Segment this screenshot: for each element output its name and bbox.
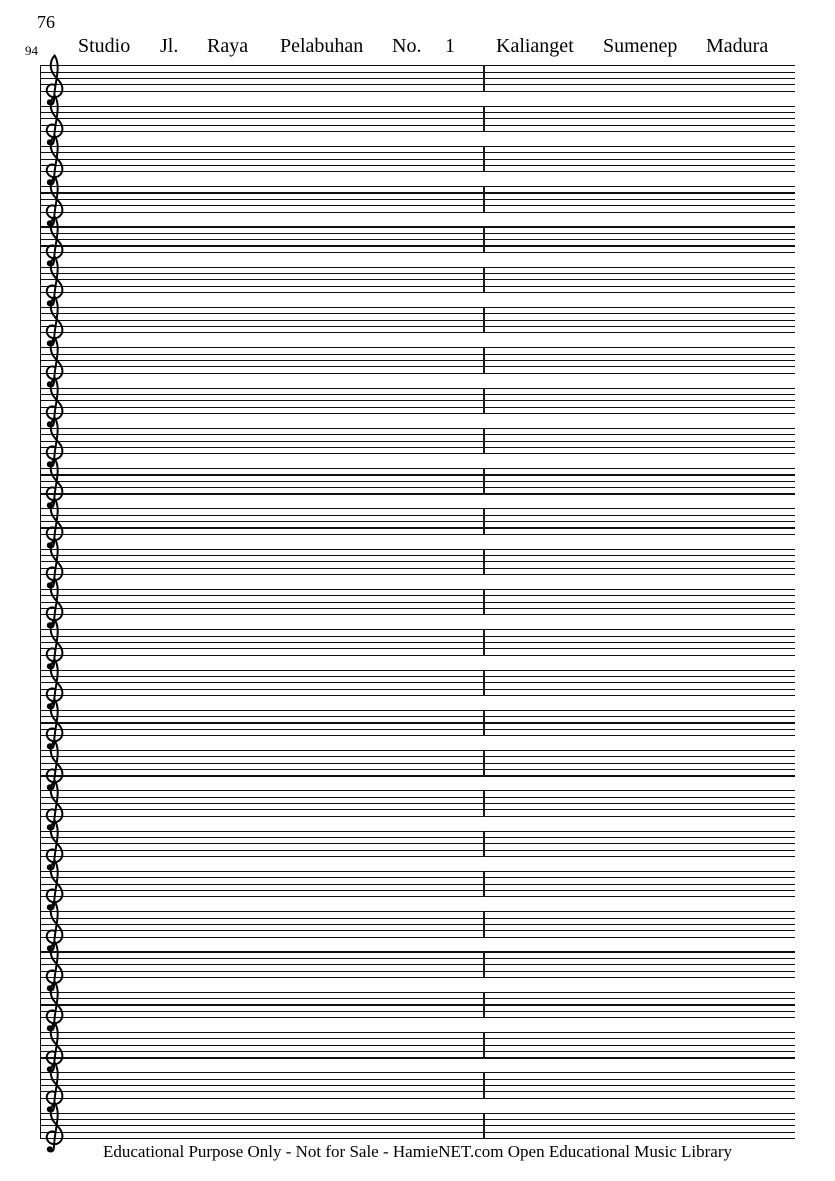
staff-line <box>40 568 795 569</box>
staff-line <box>40 233 795 234</box>
staff-line <box>40 1072 795 1073</box>
staff-system <box>40 508 795 534</box>
staff-line <box>40 279 795 280</box>
staff-line <box>40 896 795 897</box>
staff-line <box>40 682 795 683</box>
staff-line <box>40 326 795 327</box>
staff-line <box>40 292 795 293</box>
measure-number: 94 <box>25 43 38 58</box>
staff-line <box>40 729 795 730</box>
staff-line <box>40 769 795 770</box>
staff-line <box>40 655 795 656</box>
staff-system <box>40 267 795 293</box>
staff-line <box>40 515 795 516</box>
staff-line <box>40 689 795 690</box>
staff-line <box>40 648 795 649</box>
staff-line <box>40 710 795 711</box>
staff-line <box>40 428 795 429</box>
staff-system <box>40 307 795 333</box>
measure-barline <box>483 1072 485 1099</box>
staff-system <box>40 670 795 696</box>
staff-line <box>40 226 795 227</box>
staff-system <box>40 1072 795 1098</box>
measure-barline <box>483 428 485 455</box>
staff-line <box>40 877 795 878</box>
staff-line <box>40 146 795 147</box>
measure-barline <box>483 1113 485 1140</box>
staff-line <box>40 65 795 66</box>
staff-line <box>40 1125 795 1126</box>
staff-line <box>40 1057 795 1058</box>
staff-line <box>40 998 795 999</box>
staff-system <box>40 428 795 454</box>
staff-line <box>40 924 795 925</box>
staff-line <box>40 850 795 851</box>
staff-line <box>40 118 795 119</box>
staff-line <box>40 434 795 435</box>
staff-system <box>40 1032 795 1058</box>
staff-line <box>40 964 795 965</box>
staff-line <box>40 521 795 522</box>
lyric-word: Raya <box>207 35 249 57</box>
lyric-word: Madura <box>706 35 769 57</box>
staff-system <box>40 871 795 897</box>
staff-line <box>40 1038 795 1039</box>
staff-system <box>40 468 795 494</box>
staff-system <box>40 951 795 977</box>
staff-line <box>40 735 795 736</box>
page-number: 76 <box>37 12 55 32</box>
staff-line <box>40 837 795 838</box>
staff-line <box>40 843 795 844</box>
measure-barline <box>483 106 485 133</box>
staff-line <box>40 1011 795 1012</box>
staff-system <box>40 226 795 252</box>
staff-line <box>40 775 795 776</box>
staff-line <box>40 1017 795 1018</box>
staff-line <box>40 676 795 677</box>
staff-line <box>40 911 795 912</box>
lyric-word: No. <box>392 35 422 57</box>
staff-system <box>40 549 795 575</box>
staff-line <box>40 1113 795 1114</box>
staff-line <box>40 890 795 891</box>
staff-line <box>40 561 795 562</box>
staff-line <box>40 992 795 993</box>
staff-line <box>40 192 795 193</box>
staff-line <box>40 468 795 469</box>
staff-line <box>40 918 795 919</box>
staff-line <box>40 239 795 240</box>
staff-line <box>40 958 795 959</box>
footer-text: Educational Purpose Only - Not for Sale - HamieNET.com Open Educational Music Library <box>103 1142 732 1161</box>
lyric-word: Studio <box>78 35 131 57</box>
lyric-word: Jl. <box>160 35 179 57</box>
measure-barline <box>483 65 485 92</box>
lyric-word: Pelabuhan <box>280 35 364 57</box>
staff-line <box>40 937 795 938</box>
staff-line <box>40 816 795 817</box>
staff-line <box>40 112 795 113</box>
staff-system <box>40 106 795 132</box>
staff-line <box>40 977 795 978</box>
staff-line <box>40 72 795 73</box>
staff-line <box>40 534 795 535</box>
staff-line <box>40 884 795 885</box>
measure-barline <box>483 549 485 576</box>
staff-line <box>40 286 795 287</box>
staff-line <box>40 756 795 757</box>
staff-system <box>40 65 795 91</box>
staff-line <box>40 508 795 509</box>
staff-line <box>40 307 795 308</box>
staff-line <box>40 555 795 556</box>
staff-line <box>40 366 795 367</box>
staff-line <box>40 245 795 246</box>
staff-line <box>40 722 795 723</box>
measure-barline <box>483 710 485 737</box>
staff-line <box>40 589 795 590</box>
staff-line <box>40 165 795 166</box>
staff-line <box>40 549 795 550</box>
staff-line <box>40 407 795 408</box>
staff-line <box>40 809 795 810</box>
staff-system <box>40 589 795 615</box>
staff-line <box>40 360 795 361</box>
staff-line <box>40 313 795 314</box>
lyric-word: 1 <box>445 35 455 57</box>
staff-line <box>40 1091 795 1092</box>
staff-line <box>40 273 795 274</box>
staff-line <box>40 131 795 132</box>
staff-line <box>40 78 795 79</box>
staff-line <box>40 267 795 268</box>
staff-line <box>40 871 795 872</box>
staff-line <box>40 1079 795 1080</box>
staff-line <box>40 474 795 475</box>
staff-line <box>40 400 795 401</box>
staff-system <box>40 790 795 816</box>
measure-barline <box>483 750 485 777</box>
staff-line <box>40 373 795 374</box>
staff-line <box>40 951 795 952</box>
staff-system <box>40 710 795 736</box>
staff-line <box>40 971 795 972</box>
staff-line <box>40 186 795 187</box>
measure-barline <box>483 911 485 938</box>
measure-barline <box>483 992 485 1019</box>
measure-barline <box>483 871 485 898</box>
staff-line <box>40 152 795 153</box>
staff-line <box>40 642 795 643</box>
staff-line <box>40 636 795 637</box>
staff-line <box>40 394 795 395</box>
staff-system <box>40 146 795 172</box>
staff-line <box>40 1138 795 1139</box>
lyric-word: Sumenep <box>603 35 678 57</box>
staff-line <box>40 856 795 857</box>
staff-line <box>40 354 795 355</box>
staff-line <box>40 1119 795 1120</box>
staff-line <box>40 574 795 575</box>
staff-line <box>40 205 795 206</box>
staff-system <box>40 992 795 1018</box>
staff-line <box>40 388 795 389</box>
staff-line <box>40 171 795 172</box>
staff-line <box>40 481 795 482</box>
staff-system <box>40 629 795 655</box>
staff-system <box>40 347 795 373</box>
measure-barline <box>483 508 485 535</box>
staff-line <box>40 1098 795 1099</box>
staff-system <box>40 831 795 857</box>
staff-line <box>40 1032 795 1033</box>
staff-line <box>40 212 795 213</box>
staff-line <box>40 608 795 609</box>
measure-barline <box>483 186 485 213</box>
measure-barline <box>483 589 485 616</box>
staff-line <box>40 453 795 454</box>
staff-line <box>40 790 795 791</box>
staff-system <box>40 750 795 776</box>
staff-line <box>40 332 795 333</box>
staff-line <box>40 84 795 85</box>
staff-line <box>40 413 795 414</box>
staff-line <box>40 670 795 671</box>
staff-line <box>40 750 795 751</box>
staff-line <box>40 91 795 92</box>
measure-barline <box>483 1032 485 1059</box>
staff-line <box>40 487 795 488</box>
staff-line <box>40 831 795 832</box>
staff-line <box>40 797 795 798</box>
staff-line <box>40 763 795 764</box>
staff-line <box>40 716 795 717</box>
measure-barline <box>483 347 485 374</box>
staff-system <box>40 388 795 414</box>
staff-line <box>40 930 795 931</box>
treble-clef-icon <box>42 1100 69 1157</box>
staff-line <box>40 106 795 107</box>
measure-barline <box>483 790 485 817</box>
staff-line <box>40 1045 795 1046</box>
staff-system <box>40 911 795 937</box>
lyric-word: Kalianget <box>496 35 574 57</box>
staff-line <box>40 1051 795 1052</box>
staff-line <box>40 159 795 160</box>
staff-line <box>40 1004 795 1005</box>
staff-line <box>40 347 795 348</box>
measure-barline <box>483 670 485 697</box>
staff-line <box>40 803 795 804</box>
measure-barline <box>483 629 485 656</box>
measure-barline <box>483 388 485 415</box>
staff-line <box>40 595 795 596</box>
staff-line <box>40 447 795 448</box>
measure-barline <box>483 267 485 294</box>
staff-line <box>40 602 795 603</box>
measure-barline <box>483 468 485 495</box>
staff-line <box>40 614 795 615</box>
staff-line <box>40 199 795 200</box>
staff-system <box>40 1113 795 1139</box>
measure-barline <box>483 226 485 253</box>
measure-barline <box>483 831 485 858</box>
staff-line <box>40 493 795 494</box>
staff-line <box>40 125 795 126</box>
staff-line <box>40 1085 795 1086</box>
staff-line <box>40 252 795 253</box>
staff-line <box>40 629 795 630</box>
staff-system <box>40 186 795 212</box>
measure-barline <box>483 146 485 173</box>
measure-barline <box>483 307 485 334</box>
staff-line <box>40 527 795 528</box>
staff-line <box>40 441 795 442</box>
staff-line <box>40 695 795 696</box>
staff-line <box>40 320 795 321</box>
staff-line <box>40 1132 795 1133</box>
measure-barline <box>483 951 485 978</box>
